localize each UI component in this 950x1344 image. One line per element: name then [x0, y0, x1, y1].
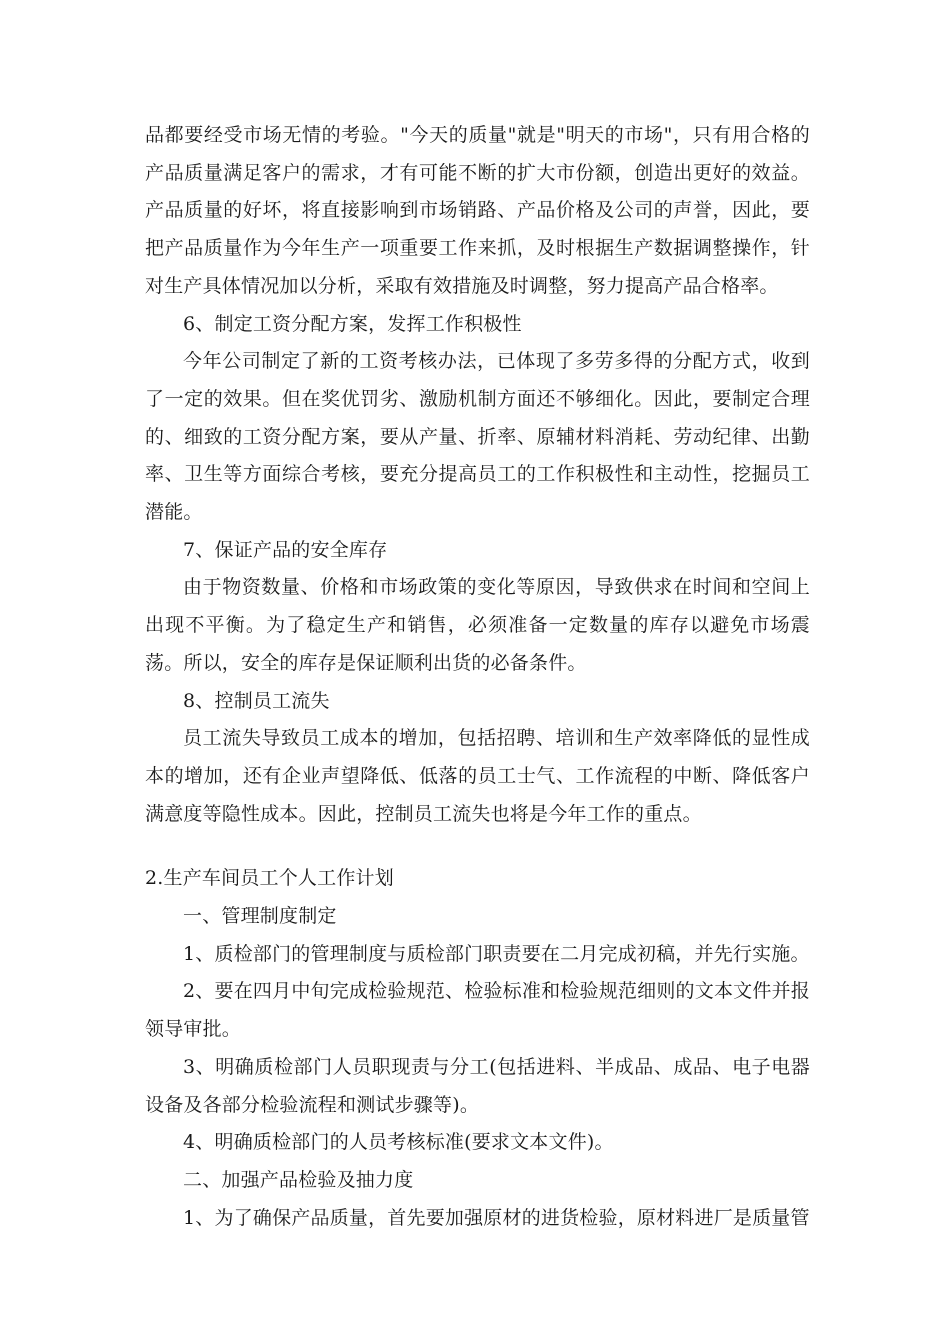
- list-item: 4、明确质检部门的人员考核标准(要求文本文件)。: [183, 1131, 614, 1154]
- section-spacer: [145, 833, 810, 860]
- item-heading-6: 6、制定工资分配方案，发挥工作积极性: [183, 312, 522, 335]
- list-item: 3、明确质检部门人员职现责与分工(包括进料、半成品、成品、电子电器设备及各部分检验流程和测试步骤等)。: [145, 1055, 810, 1116]
- list-item: 1、为了确保产品质量，首先要加强原材的进货检验，原材料进厂是质量管: [183, 1206, 810, 1229]
- subsection-heading-2: 二、加强产品检验及抽力度: [183, 1168, 414, 1191]
- list-item: 1、质检部门的管理制度与质检部门职责要在二月完成初稿，并先行实施。: [183, 942, 810, 965]
- subsection-heading-1: 一、管理制度制定: [183, 905, 337, 928]
- body-paragraph: 员工流失导致员工成本的增加，包括招聘、培训和生产效率降低的显性成本的增加，还有企业声望降低、低落的员工士气、工作流程的中断、降低客户满意度等隐性成本。因此，控制员工流失也将是今年工作的重点。: [145, 727, 810, 825]
- item-heading-7: 7、保证产品的安全库存: [183, 538, 388, 561]
- item-heading-8: 8、控制员工流失: [183, 689, 330, 712]
- body-paragraph: 由于物资数量、价格和市场政策的变化等原因，导致供求在时间和空间上出现不平衡。为了稳定生产和销售，必须准备一定数量的库存以避免市场震荡。所以，安全的库存是保证顺利出货的必备条件。: [145, 576, 810, 674]
- section-title: 2.生产车间员工个人工作计划: [145, 867, 394, 890]
- body-paragraph: 今年公司制定了新的工资考核办法，已体现了多劳多得的分配方式，收到了一定的效果。但在奖优罚劣、激励机制方面还不够细化。因此，要制定合理的、细致的工资分配方案，要从产量、折率、原辅材料消耗、劳动纪律、出勤率、卫生等方面综合考核，要充分提高员工的工作积极性和主动性，挖掘员工潜能。: [145, 350, 810, 524]
- document-page: [145, 117, 810, 1237]
- list-item: 2、要在四月中旬完成检验规范、检验标准和检验规范细则的文本文件并报领导审批。: [145, 980, 810, 1041]
- body-paragraph: 品都要经受市场无情的考验。"今天的质量"就是"明天的市场"，只有用合格的产品质量满足客户的需求，才有可能不断的扩大市份额，创造出更好的效益。产品质量的好坏，将直接影响到市场销路、产品价格及公司的声誉，因此，要把产品质量作为今年生产一项重要工作来抓，及时根据生产数据调整操作，针对生产具体情况加以分析，采取有效措施及时调整，努力提高产品合格率。: [145, 124, 810, 297]
